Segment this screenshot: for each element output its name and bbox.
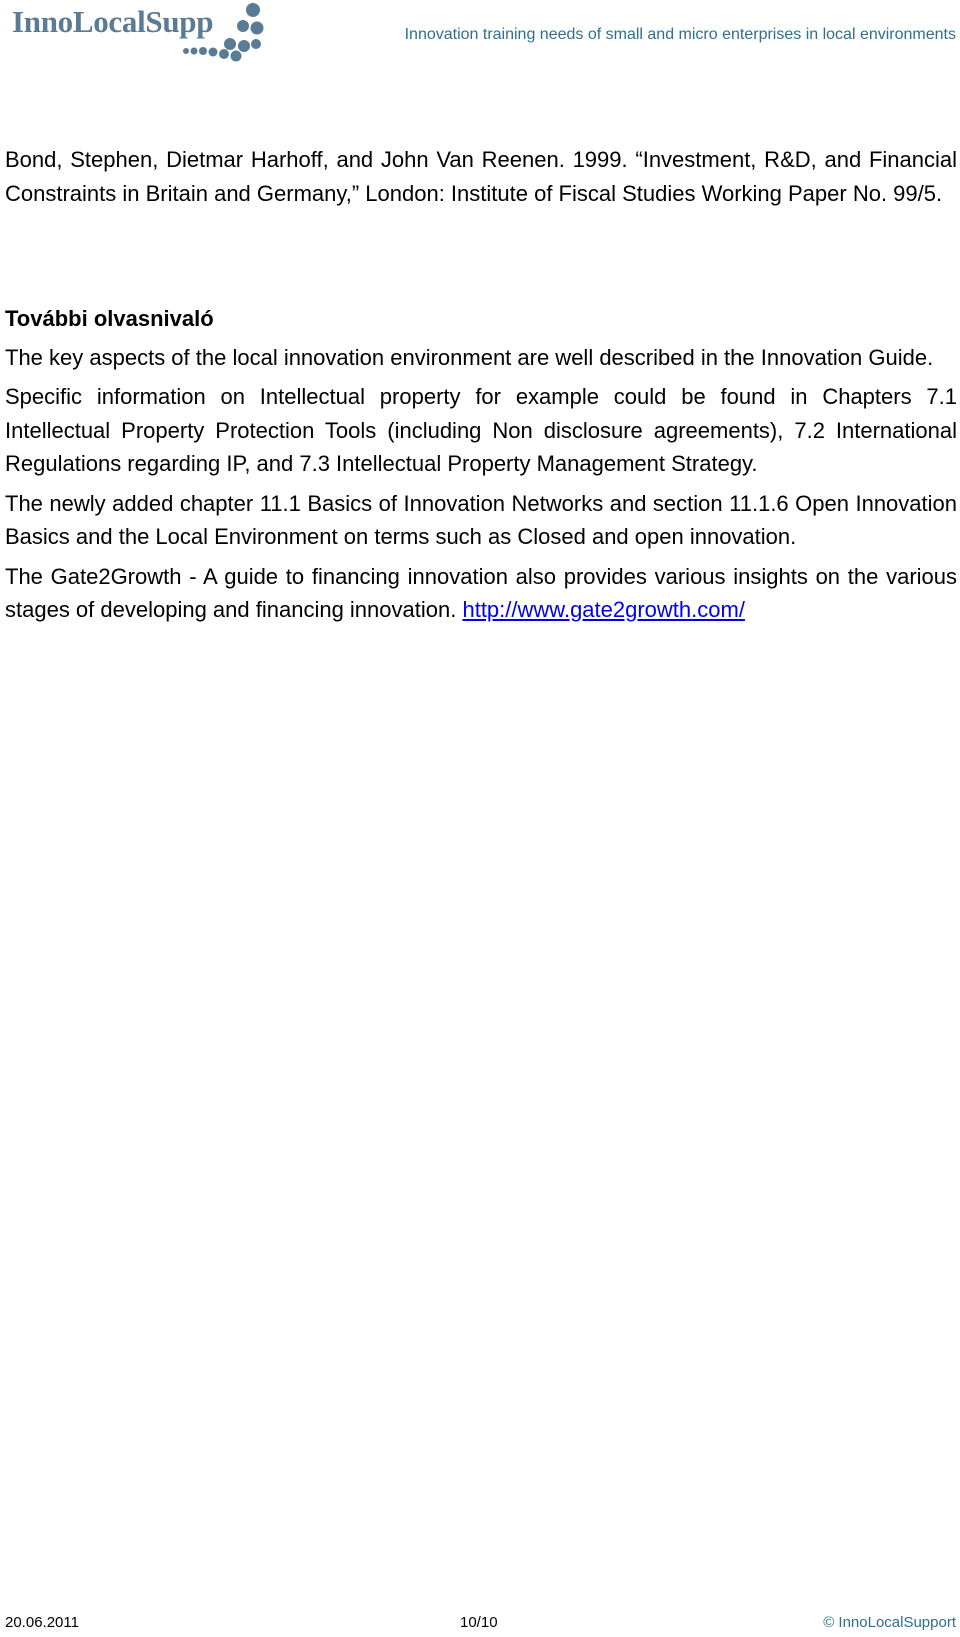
paragraph-innovation-networks: The newly added chapter 11.1 Basics of Innovation Networks and section 11.1.6 Open Innovation Basics and the Local Environment on terms such as Closed and open innovation. [5,490,957,549]
page-header [0,0,960,70]
footer-copyright: © InnoLocalSupport [823,1614,956,1631]
logo-text: InnoLocalSupp [12,4,214,39]
reference-entry: Bond, Stephen, Dietmar Harhoff, and John Van Reenen. 1999. “Investment, R&D, and Financial Constraints in Britain and Germany,” London: Institute of Fiscal Studies Working Paper No. 99/5. [5,147,957,206]
page-footer [0,1614,960,1636]
footer-date: 20.06.2011 [5,1614,79,1631]
logo [12,0,272,64]
gate2growth-text: The Gate2Growth - A guide to financing innovation also provides various insights on the various stages of developing and financing innovation. [5,563,957,622]
gate2growth-link[interactable]: http://www.gate2growth.com/ [462,597,745,622]
page-content [5,143,957,627]
paragraph-intellectual-property: Specific information on Intellectual property for example could be found in Chapters 7.1 Intellectual Property Protection Tools (including Non disclosure agreements), 7.2 International Regulations regarding IP, and 7.3 Intellectual Property Management Strategy. [5,384,957,476]
paragraph-innovation-guide: The key aspects of the local innovation environment are well described in the Innovation Guide. [5,344,934,370]
logo-dots-icon [140,0,270,64]
section-heading: További olvasnivaló [5,306,214,331]
page-number: 10/10 [460,1614,498,1631]
paragraph-gate2growth [5,560,957,627]
header-title: Innovation training needs of small and micro enterprises in local environments [404,26,956,43]
